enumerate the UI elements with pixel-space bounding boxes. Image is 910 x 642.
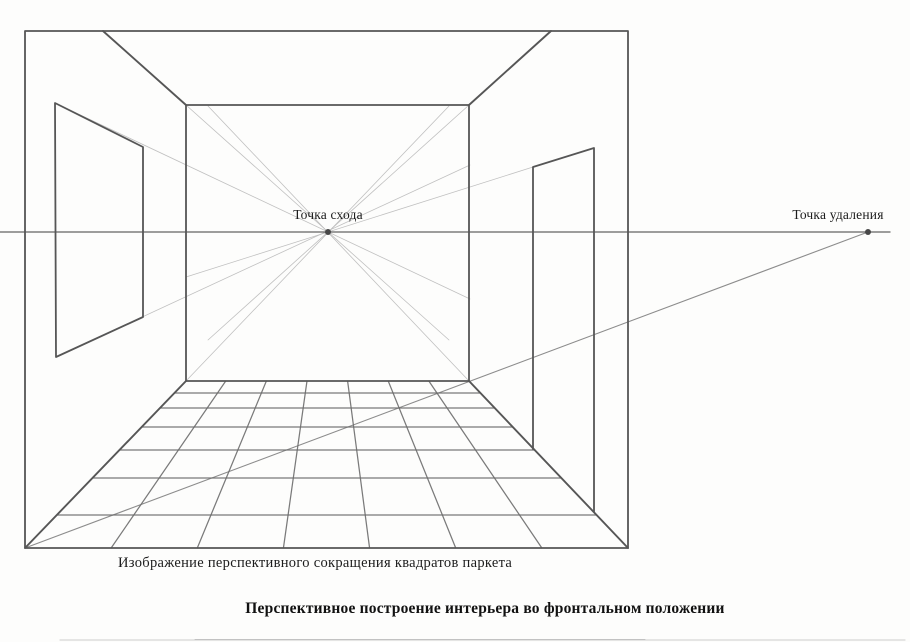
floor-grid-orthogonal [348,381,370,548]
floor-grid-orthogonal [283,381,307,548]
construction-ray [186,106,449,381]
construction-ray [55,103,470,299]
figure-title: Перспективное построение интерьера во фронтальном положении [245,600,725,617]
vanishing-point-dot [325,229,331,235]
ceiling-corner-edge [469,31,551,105]
vanishing-point-label: Точка схода [293,207,363,222]
ceiling-corner-edge [103,31,186,105]
floor-corner-edge [469,381,628,548]
window-outline [55,103,143,357]
floor-grid-orthogonal [111,381,226,548]
construction-ray [208,106,469,381]
floor-grid-caption: Изображение перспективного сокращения квадратов паркета [118,555,513,571]
distance-point-label: Точка удаления [792,207,884,222]
depth-diagonal [25,232,868,548]
floor-grid-orthogonal [197,381,266,548]
room-outline [25,31,628,548]
back-wall [186,105,469,381]
floor-corner-edge [25,381,186,548]
distance-point-dot [865,229,871,235]
